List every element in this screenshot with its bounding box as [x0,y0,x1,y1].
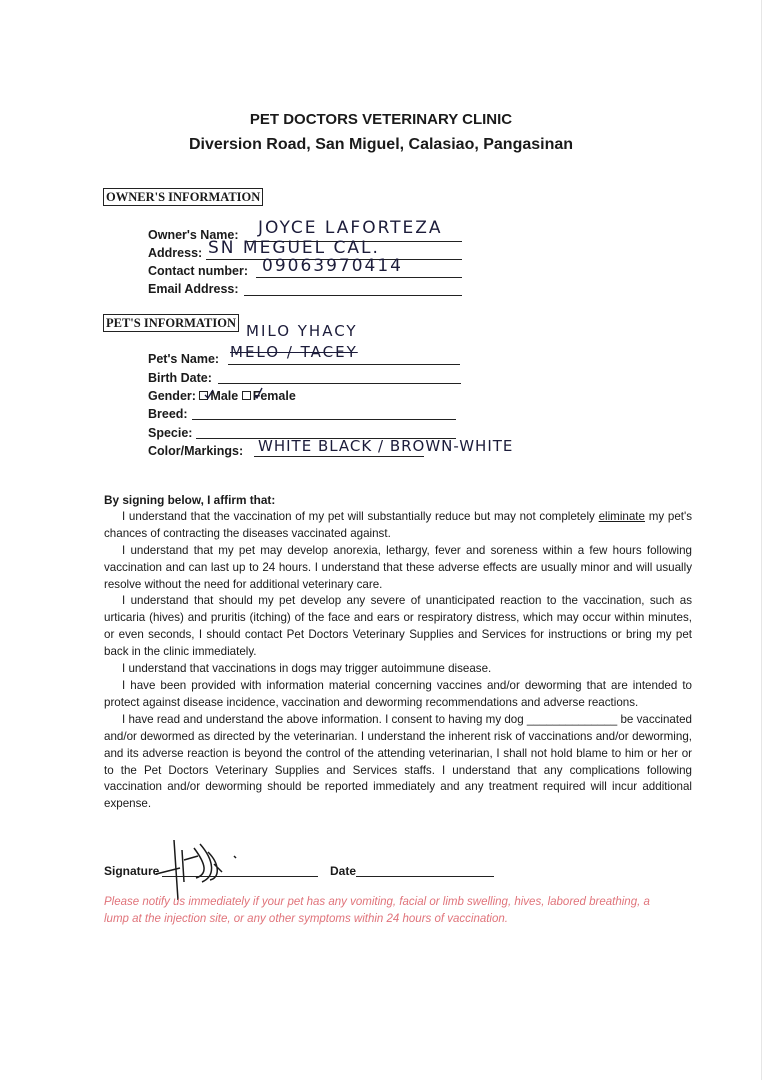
color-value: WHITE BLACK / BROWN-WHITE [258,437,514,455]
clinic-name: PET DOCTORS VETERINARY CLINIC [249,111,513,128]
affirmation-p6: I have read and understand the above information. I consent to having my dog ______________ be vaccinated and/or dewormed as directed by the veterinarian. I understand the inherent risk of vaccinations and/or deworming, and its adverse reaction is beyond the control of the attending veterinarian, I shall not hold blame to him or her or to the Pet Doctors Veterinary Supplies and Services staffs. I understand that any complications following vaccination and/or deworming should be reported immediately and any treatment required will incur additional expense. [104,712,692,811]
affirmation-p5: I have been provided with information material concerning vaccines and/or deworming that are intended to protect against disease incidence, vaccination and deworming recommendations and adverse reactions. [104,678,692,709]
owner-name-label: Owner's Name: [148,228,239,242]
gender-check-marks [204,386,264,402]
date-label: Date [330,864,357,878]
email-line [244,295,462,296]
clinic-address: Diversion Road, San Miguel, Calasiao, Pangasinan [188,136,574,153]
affirmation-p3: I understand that should my pet develop any severe of unanticipated reaction to the vaccination, such as urticaria (hives) and pruritis (itching) of the face and ears or respiratory distress, which may occur within minutes, or even seconds, I should contact Pet Doctors Veterinary Supplies and Services for instructions or bring my pet back in the clinic immediately. [104,594,692,659]
date-line [356,876,494,877]
pet-name-value: MILO YHACY [246,322,358,340]
breed-line [192,419,456,420]
birth-date-line [218,383,461,384]
address-label: Address: [148,246,203,260]
owner-name-value: JOYCE LAFORTEZA [258,218,443,238]
male-option-label: Male [210,389,239,403]
gender-label: Gender: [148,389,196,403]
specie-label: Specie: [148,426,193,440]
contact-value: 09063970414 [262,256,403,276]
address-value: SN MEGUEL CAL. [208,238,380,258]
contact-line [256,277,462,278]
email-label: Email Address: [148,282,239,296]
breed-label: Breed: [148,407,188,421]
female-option-label: Female [252,389,296,403]
pet-name-line [228,364,460,365]
affirmation-intro: By signing below, I affirm that: [104,493,276,507]
vaccination-notice: Please notify us immediately if your pet has any vomiting, facial or limb swelling, hives, labored breathing, a lump at the injection site, or any other symptoms within 24 hours of vaccination. [104,896,650,925]
color-label: Color/Markings: [148,444,244,458]
pet-section-title: PET'S INFORMATION [103,314,239,332]
pet-name-struck: MELO / TACEY [230,343,358,361]
affirmation-p1: I understand that the vaccination of my pet will substantially reduce but may not completely eliminate my pet's chances of contracting the diseases vaccinated against. [104,509,692,540]
color-line [254,456,424,457]
affirmation-p2: I understand that my pet may develop anorexia, lethargy, fever and soreness within a few hours following vaccination and can last up to 24 hours. I understand that these adverse effects are usually minor and will usually resolve without the need for additional veterinary care. [104,543,692,591]
affirmation-body [104,492,692,813]
birth-date-label: Birth Date: [148,371,212,385]
affirmation-p4: I understand that vaccinations in dogs may trigger autoimmune disease. [122,662,492,676]
signature-label: Signature [104,864,160,878]
owner-section-title: OWNER'S INFORMATION [103,188,263,206]
contact-label: Contact number: [148,264,248,278]
pet-name-label: Pet's Name: [148,352,220,366]
